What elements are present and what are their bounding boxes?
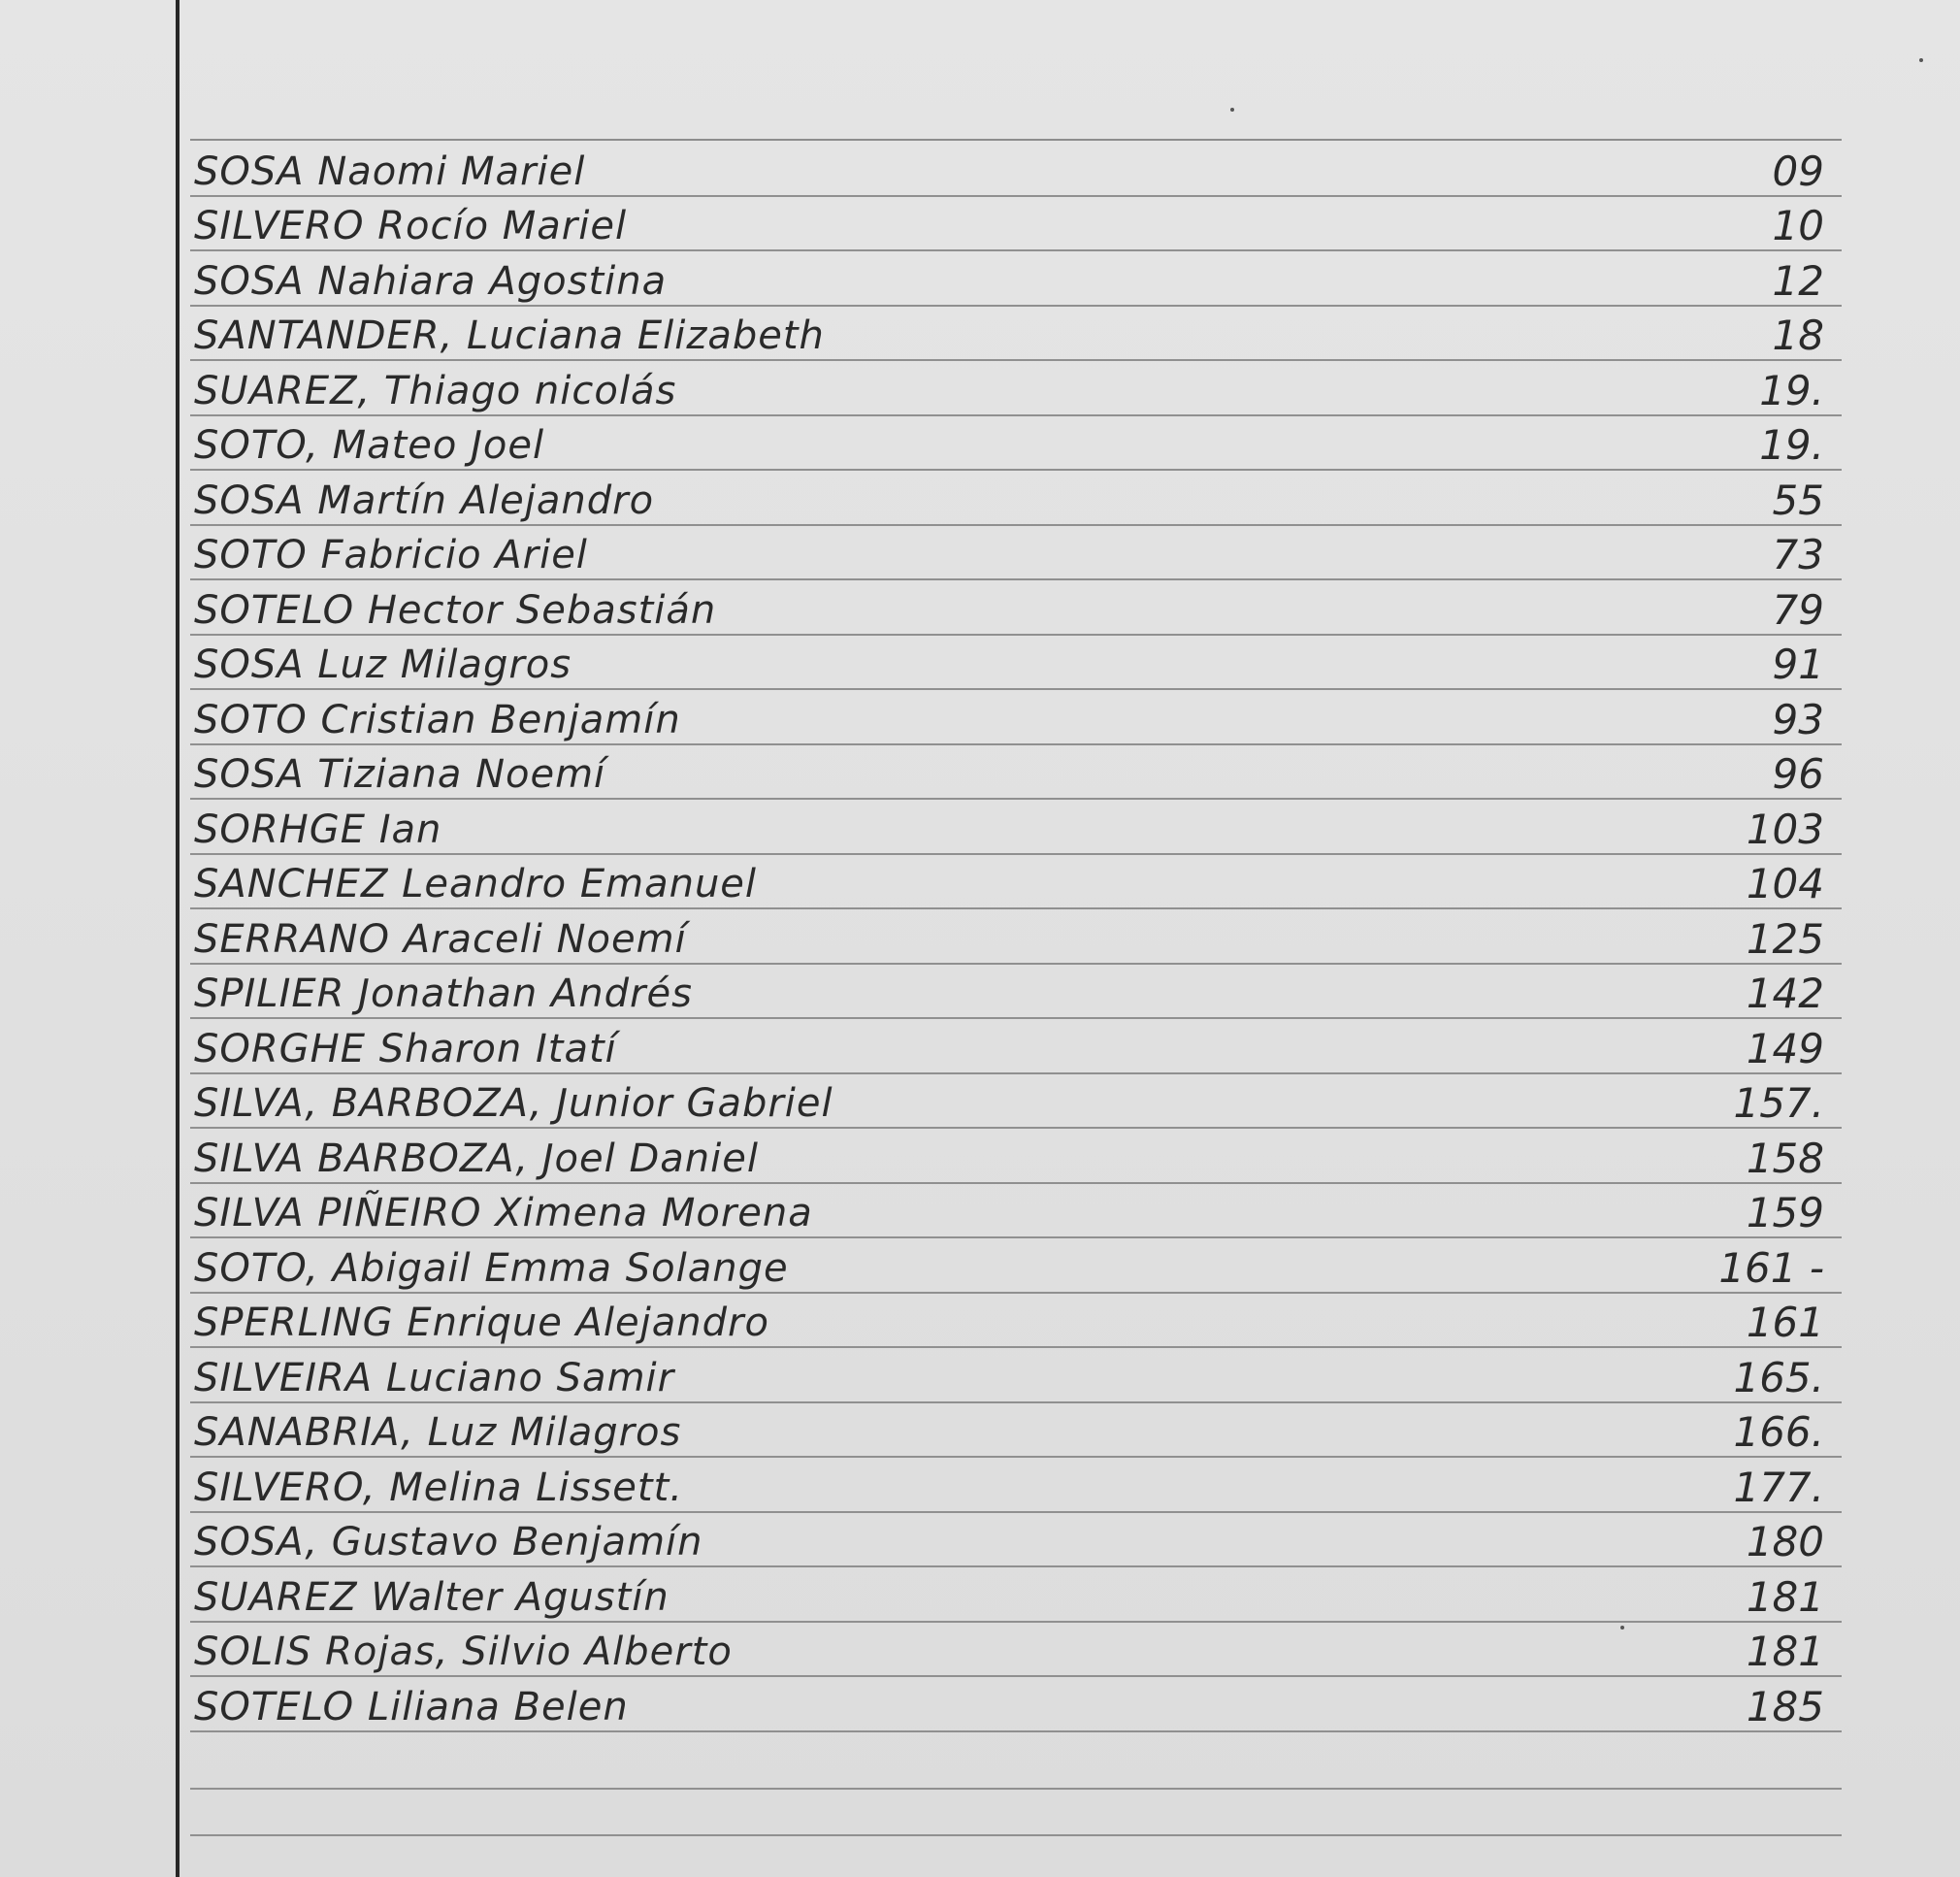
list-row	[190, 1184, 1842, 1239]
list-row	[190, 1074, 1842, 1130]
list-row	[190, 471, 1842, 526]
entry-number: 185	[1746, 1682, 1824, 1730]
entry-name: SOSA Martín Alejandro	[194, 477, 655, 523]
list-row	[190, 1623, 1842, 1678]
entry-number: 177.	[1733, 1463, 1824, 1511]
entry-name: SILVERO Rocío Mariel	[194, 204, 628, 248]
entry-name: SOSA Naomi Mariel	[194, 148, 586, 194]
entry-number: 19.	[1759, 421, 1824, 469]
entry-name: SILVA BARBOZA, Joel Daniel	[194, 1136, 759, 1181]
list-row	[190, 1403, 1842, 1459]
paper-speck	[1919, 58, 1923, 62]
blank-ruled-lines	[190, 1788, 1842, 1877]
entry-number: 73	[1772, 531, 1824, 578]
list-row	[190, 1019, 1842, 1074]
entry-number: 181	[1746, 1572, 1824, 1621]
entry-number: 12	[1772, 256, 1824, 305]
entry-name: SOTO Cristian Benjamín	[194, 697, 681, 742]
name-list	[190, 142, 1842, 1732]
entry-name: SILVEIRA Luciano Samir	[194, 1355, 675, 1400]
entry-number: 161	[1746, 1299, 1824, 1346]
top-ruled-line	[190, 139, 1842, 141]
entry-name: SOSA Tiziana Noemí	[194, 752, 606, 797]
list-row	[190, 1348, 1842, 1403]
entry-name: SUAREZ, Thiago nicolás	[194, 368, 677, 413]
entry-name: SANTANDER, Luciana Elizabeth	[194, 313, 825, 358]
list-row	[190, 909, 1842, 965]
list-row	[190, 361, 1842, 416]
list-row	[190, 580, 1842, 636]
entry-number: 166.	[1733, 1408, 1824, 1456]
ruled-line	[190, 1834, 1842, 1836]
list-row	[190, 1238, 1842, 1294]
entry-name: SOTELO Liliana Belen	[194, 1684, 629, 1729]
entry-number: 157.	[1733, 1079, 1824, 1127]
entry-number: 125	[1746, 914, 1824, 963]
entry-number: 93	[1772, 695, 1824, 743]
entry-number: 161 -	[1718, 1243, 1824, 1292]
list-row	[190, 1458, 1842, 1513]
entry-number: 180	[1746, 1518, 1824, 1565]
list-row	[190, 1513, 1842, 1568]
entry-name: SPERLING Enrique Alejandro	[194, 1301, 769, 1345]
entry-number: 104	[1746, 860, 1824, 907]
entry-name: SANABRIA, Luz Milagros	[194, 1410, 682, 1455]
entry-number: 181	[1746, 1628, 1824, 1675]
list-row	[190, 800, 1842, 855]
entry-number: 19.	[1759, 366, 1824, 414]
entry-number: 165.	[1733, 1353, 1824, 1401]
entry-name: SOTO, Abigail Emma Solange	[194, 1245, 789, 1291]
entry-name: SILVA PIÑEIRO Ximena Morena	[194, 1191, 813, 1235]
entry-number: 142	[1746, 970, 1824, 1017]
entry-name: SOTO Fabricio Ariel	[194, 533, 588, 577]
entry-number: 103	[1746, 805, 1824, 853]
entry-name: SORGHE Sharon Itatí	[194, 1026, 617, 1071]
list-row	[190, 965, 1842, 1020]
list-row	[190, 1677, 1842, 1732]
entry-name: SILVERO, Melina Lissett.	[194, 1465, 683, 1510]
paper-speck	[1230, 108, 1234, 112]
page-margin-line	[176, 0, 180, 1877]
entry-name: SOSA Nahiara Agostina	[194, 258, 668, 304]
list-row	[190, 636, 1842, 691]
entry-number: 79	[1772, 585, 1824, 634]
list-row	[190, 745, 1842, 801]
entry-number: 96	[1772, 750, 1824, 798]
entry-number: 91	[1772, 641, 1824, 688]
entry-name: SERRANO Araceli Noemí	[194, 916, 687, 962]
paper-speck	[1620, 1626, 1624, 1630]
entry-name: SANCHEZ Leandro Emanuel	[194, 862, 758, 906]
entry-number: 09	[1772, 147, 1824, 195]
entry-name: SORHGE Ian	[194, 807, 442, 852]
list-row	[190, 197, 1842, 252]
list-row	[190, 1294, 1842, 1349]
list-row	[190, 526, 1842, 581]
entry-number: 55	[1772, 476, 1824, 524]
entry-number: 159	[1746, 1189, 1824, 1236]
list-row	[190, 307, 1842, 362]
entry-name: SOTO, Mateo Joel	[194, 423, 545, 468]
list-row	[190, 251, 1842, 307]
entry-name: SOLIS Rojas, Silvio Alberto	[194, 1630, 733, 1674]
list-row	[190, 416, 1842, 472]
entry-number: 158	[1746, 1134, 1824, 1182]
entry-name: SILVA, BARBOZA, Junior Gabriel	[194, 1081, 833, 1126]
entry-name: SOTELO Hector Sebastián	[194, 587, 717, 633]
entry-number: 149	[1746, 1024, 1824, 1072]
list-row	[190, 1129, 1842, 1184]
list-row	[190, 142, 1842, 197]
entry-number: 10	[1772, 202, 1824, 249]
ruled-line	[190, 1788, 1842, 1790]
entry-name: SOSA, Gustavo Benjamín	[194, 1520, 703, 1564]
list-row	[190, 855, 1842, 910]
entry-name: SUAREZ Walter Agustín	[194, 1574, 670, 1620]
list-row	[190, 690, 1842, 745]
entry-name: SOSA Luz Milagros	[194, 642, 572, 687]
entry-name: SPILIER Jonathan Andrés	[194, 971, 693, 1016]
list-row	[190, 1567, 1842, 1623]
entry-number: 18	[1772, 312, 1824, 359]
